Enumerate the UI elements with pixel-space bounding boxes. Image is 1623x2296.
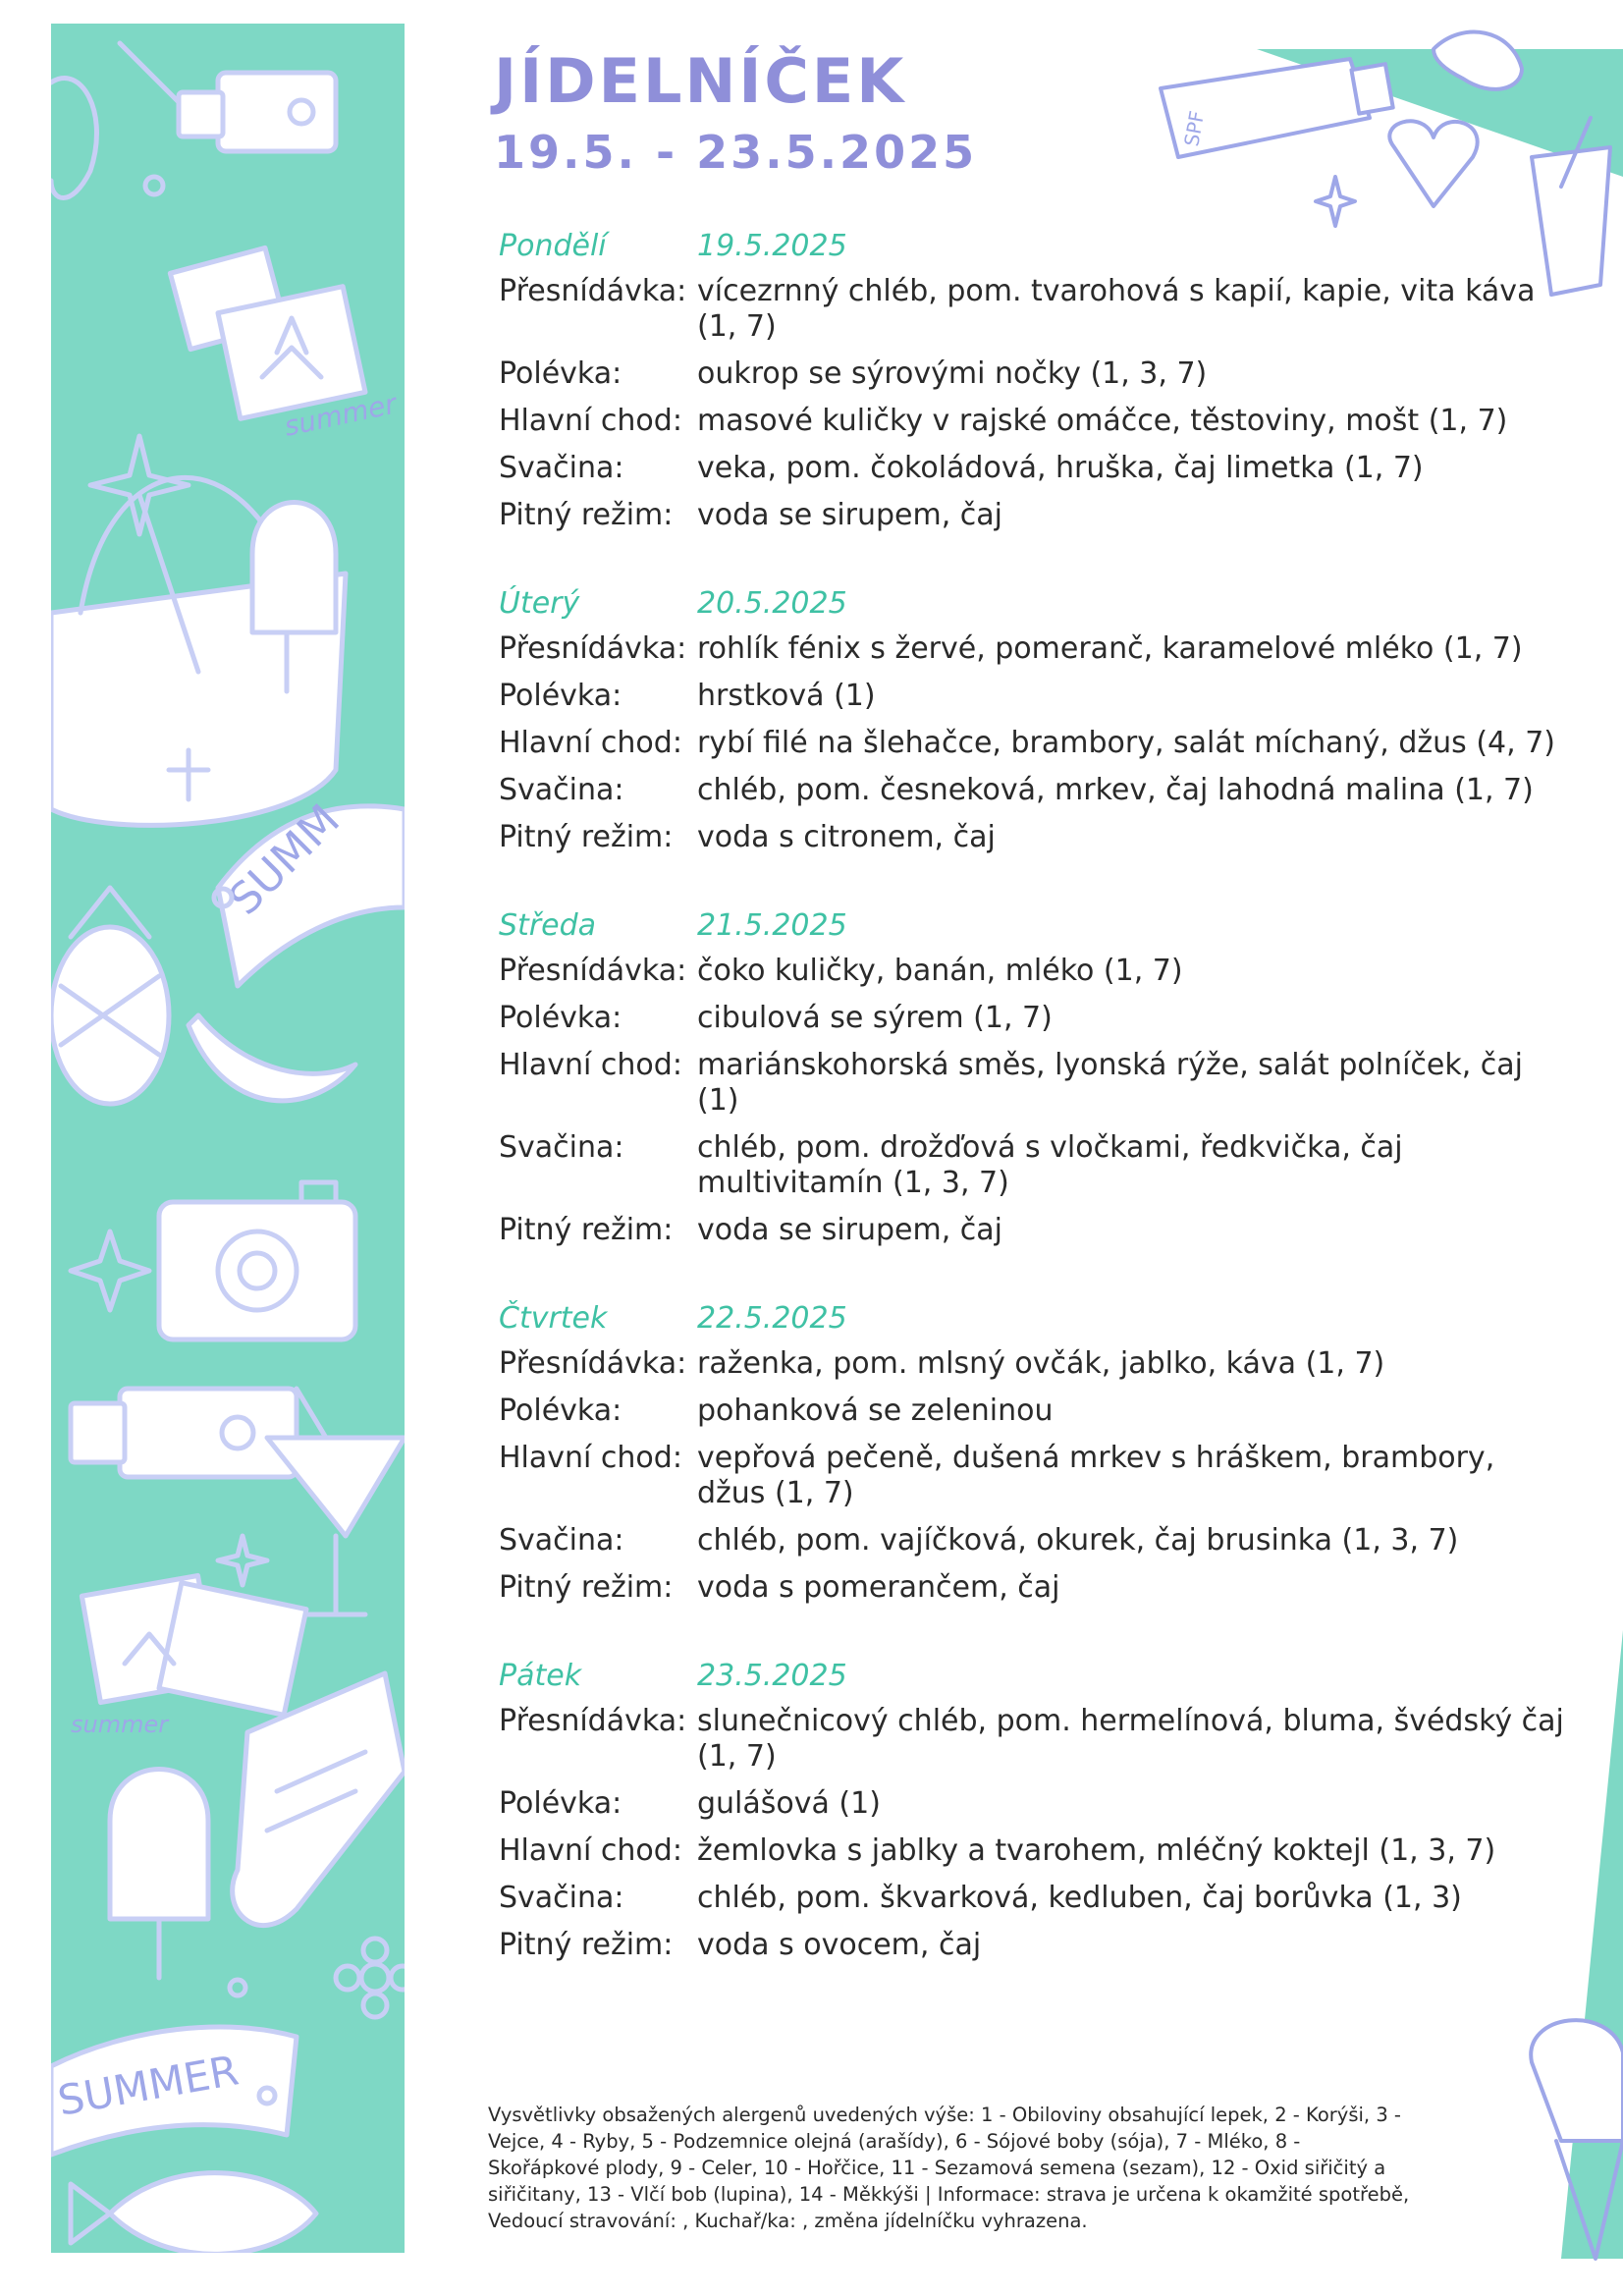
meal-row-drinks — [499, 1208, 1569, 1255]
meal-row-drinks — [499, 1565, 1569, 1613]
day-name: Úterý — [499, 585, 580, 621]
flip-flop-icon — [51, 43, 179, 198]
meal-row-snack-morning — [499, 627, 1569, 674]
meal-label: Polévka: — [499, 1394, 622, 1428]
meal-value: masové kuličky v rajské omáčce, těstoviny, mošt (1, 7) — [697, 404, 1508, 438]
meal-label: Pitný režim: — [499, 1213, 674, 1247]
fish-icon — [71, 2173, 316, 2253]
day-header — [499, 222, 1569, 269]
day-header — [499, 1294, 1569, 1341]
meal-row-soup — [499, 1781, 1569, 1829]
meal-label: Pitný režim: — [499, 498, 674, 532]
meal-row-snack-morning — [499, 1699, 1569, 1781]
meal-label: Svačina: — [499, 1130, 624, 1165]
meal-row-drinks — [499, 1923, 1569, 1970]
meal-label: Hlavní chod: — [499, 404, 682, 438]
meal-row-soup — [499, 1389, 1569, 1436]
meal-value: raženka, pom. mlsný ovčák, jablko, káva (1, 7) — [697, 1346, 1385, 1381]
meal-value: veka, pom. čokoládová, hruška, čaj limetka (1, 7) — [697, 451, 1424, 485]
meal-row-snack-morning — [499, 269, 1569, 352]
meal-value: voda se sirupem, čaj — [697, 1213, 1003, 1247]
meal-row-drinks — [499, 493, 1569, 540]
meal-label: Hlavní chod: — [499, 1048, 682, 1082]
meal-value: chléb, pom. drožďová s vločkami, ředkvička, čaj multivitamín (1, 3, 7) — [697, 1130, 1403, 1200]
day-date: 20.5.2025 — [697, 585, 847, 621]
day-name: Středa — [499, 907, 597, 943]
day-name: Pondělí — [499, 228, 607, 263]
sparkle-icon — [145, 177, 163, 194]
meal-label: Pitný režim: — [499, 1928, 674, 1962]
meal-value: pohanková se zeleninou — [697, 1394, 1054, 1428]
meal-row-main — [499, 1043, 1569, 1125]
meal-value: hrstková (1) — [697, 679, 876, 713]
meal-value: voda s citronem, čaj — [697, 820, 996, 854]
strip-text-summer-1: summer — [281, 387, 400, 443]
spf-tube-icon — [1161, 59, 1393, 157]
meal-label: Svačina: — [499, 773, 624, 807]
meal-label: Pitný režim: — [499, 1570, 674, 1605]
meal-row-snack-morning — [499, 949, 1569, 996]
meal-label: Hlavní chod: — [499, 726, 682, 760]
flower-icon — [336, 1939, 405, 2017]
photo-icon — [170, 247, 365, 418]
meal-value: vícezrnný chléb, pom. tvarohová s kapií, kapie, vita káva (1, 7) — [697, 274, 1536, 344]
meal-row-snack-afternoon — [499, 1876, 1569, 1923]
day-date: 23.5.2025 — [697, 1658, 847, 1693]
meal-row-snack-morning — [499, 1341, 1569, 1389]
meal-row-snack-afternoon — [499, 446, 1569, 493]
day-date: 19.5.2025 — [697, 228, 847, 263]
page-title: JÍDELNÍČEK — [494, 45, 907, 117]
meal-value: slunečnicový chléb, pom. hermelínová, bluma, švédský čaj (1, 7) — [697, 1704, 1564, 1774]
ice-cream-icon — [110, 1770, 208, 1979]
day-header — [499, 579, 1569, 627]
day-header — [499, 902, 1569, 949]
meal-label: Hlavní chod: — [499, 1833, 682, 1868]
meal-row-main — [499, 721, 1569, 768]
meal-row-snack-afternoon — [499, 1125, 1569, 1208]
allergen-footnote: Vysvětlivky obsažených alergenů uvedených výše: 1 - Obiloviny obsahující lepek, 2 - Korýši, 3 - Vejce, 4 - Ryby, 5 - Podzemnice olejná (arašídy), 6 - Sójové boby (sója), 7 - Mléko, 8 - Skořápkové plody, 9 - Celer, 10 - Hořčice, 11 - Sezamová semena (sezam), 12 - Oxid siřičitý a siřičitany, 13 - Vlčí bob (lupina), 14 - Měkkýši | Informace: strava je určena k okamžité spotřebě, Vedoucí stravování: , Kuchař/ka: , změna jídelníčku vyhrazena. — [488, 2103, 1410, 2232]
day-date: 21.5.2025 — [697, 907, 847, 943]
strip-text-summer-2: SUMM — [219, 794, 350, 925]
meal-value: chléb, pom. vajíčková, okurek, čaj brusinka (1, 3, 7) — [697, 1523, 1459, 1558]
day-header — [499, 1652, 1569, 1699]
meal-value: chléb, pom. škvarková, kedluben, čaj borůvka (1, 3) — [697, 1881, 1462, 1915]
meal-value: rohlík fénix s žervé, pomeranč, karamelové mléko (1, 7) — [697, 631, 1523, 666]
meal-value: žemlovka s jablky a tvarohem, mléčný koktejl (1, 3, 7) — [697, 1833, 1496, 1868]
meal-label: Pitný režim: — [499, 820, 674, 854]
day-name: Pátek — [499, 1658, 582, 1693]
meal-label: Přesnídávka: — [499, 631, 687, 666]
day-date: 22.5.2025 — [697, 1300, 847, 1336]
day-monday — [499, 222, 1569, 540]
meal-row-snack-afternoon — [499, 768, 1569, 815]
menu-days — [499, 222, 1569, 2009]
meal-row-main — [499, 1436, 1569, 1518]
meal-value: čoko kuličky, banán, mléko (1, 7) — [697, 954, 1183, 988]
date-range: 19.5. - 23.5.2025 — [494, 126, 978, 179]
meal-label: Svačina: — [499, 451, 624, 485]
day-name: Čtvrtek — [499, 1300, 608, 1336]
day-friday — [499, 1652, 1569, 1970]
meal-label: Přesnídávka: — [499, 1704, 687, 1738]
meal-label: Polévka: — [499, 356, 622, 391]
meal-value: voda s pomerančem, čaj — [697, 1570, 1060, 1605]
sunscreen-icon — [71, 1389, 297, 1477]
meal-label: Přesnídávka: — [499, 954, 687, 988]
day-tuesday — [499, 579, 1569, 862]
day-thursday — [499, 1294, 1569, 1613]
meal-value: rybí filé na šlehačce, brambory, salát míchaný, džus (4, 7) — [697, 726, 1555, 760]
spf-text: SPF — [1179, 108, 1210, 148]
meal-label: Polévka: — [499, 1786, 622, 1821]
meal-value: vepřová pečeně, dušená mrkev s hráškem, brambory, džus (1, 7) — [697, 1441, 1495, 1510]
meal-label: Polévka: — [499, 679, 622, 713]
sparkle-icon — [90, 436, 189, 534]
meal-label: Přesnídávka: — [499, 274, 687, 308]
meal-label: Polévka: — [499, 1001, 622, 1035]
meal-value: oukrop se sýrovými nočky (1, 3, 7) — [697, 356, 1208, 391]
photo-icon — [81, 1575, 306, 1715]
camera-icon — [159, 1182, 355, 1339]
sparkle-icon — [71, 1231, 149, 1310]
meal-row-soup — [499, 674, 1569, 721]
day-wednesday — [499, 902, 1569, 1255]
pineapple-icon — [51, 888, 169, 1104]
meal-value: voda s ovocem, čaj — [697, 1928, 982, 1962]
sunscreen-icon — [179, 73, 336, 151]
meal-value: mariánskohorská směs, lyonská rýže, salát polníček, čaj (1) — [697, 1048, 1524, 1118]
meal-value: voda se sirupem, čaj — [697, 498, 1003, 532]
meal-value: cibulová se sýrem (1, 7) — [697, 1001, 1053, 1035]
banana-icon — [189, 1015, 355, 1101]
meal-row-drinks — [499, 815, 1569, 862]
meal-row-main — [499, 399, 1569, 446]
decorative-side-strip — [51, 24, 405, 2253]
meal-label: Přesnídávka: — [499, 1346, 687, 1381]
meal-row-soup — [499, 352, 1569, 399]
meal-row-main — [499, 1829, 1569, 1876]
meal-row-soup — [499, 996, 1569, 1043]
strip-text-summer-3: summer — [71, 1711, 169, 1738]
meal-label: Svačina: — [499, 1523, 624, 1558]
meal-value: chléb, pom. česneková, mrkev, čaj lahodná malina (1, 7) — [697, 773, 1534, 807]
meal-label: Hlavní chod: — [499, 1441, 682, 1475]
meal-label: Svačina: — [499, 1881, 624, 1915]
meal-value: gulášová (1) — [697, 1786, 881, 1821]
sparkle-icon — [218, 1536, 267, 1585]
strip-text-summer-4: SUMMER — [54, 2046, 243, 2125]
meal-row-snack-afternoon — [499, 1518, 1569, 1565]
heart-icon — [1389, 121, 1477, 206]
